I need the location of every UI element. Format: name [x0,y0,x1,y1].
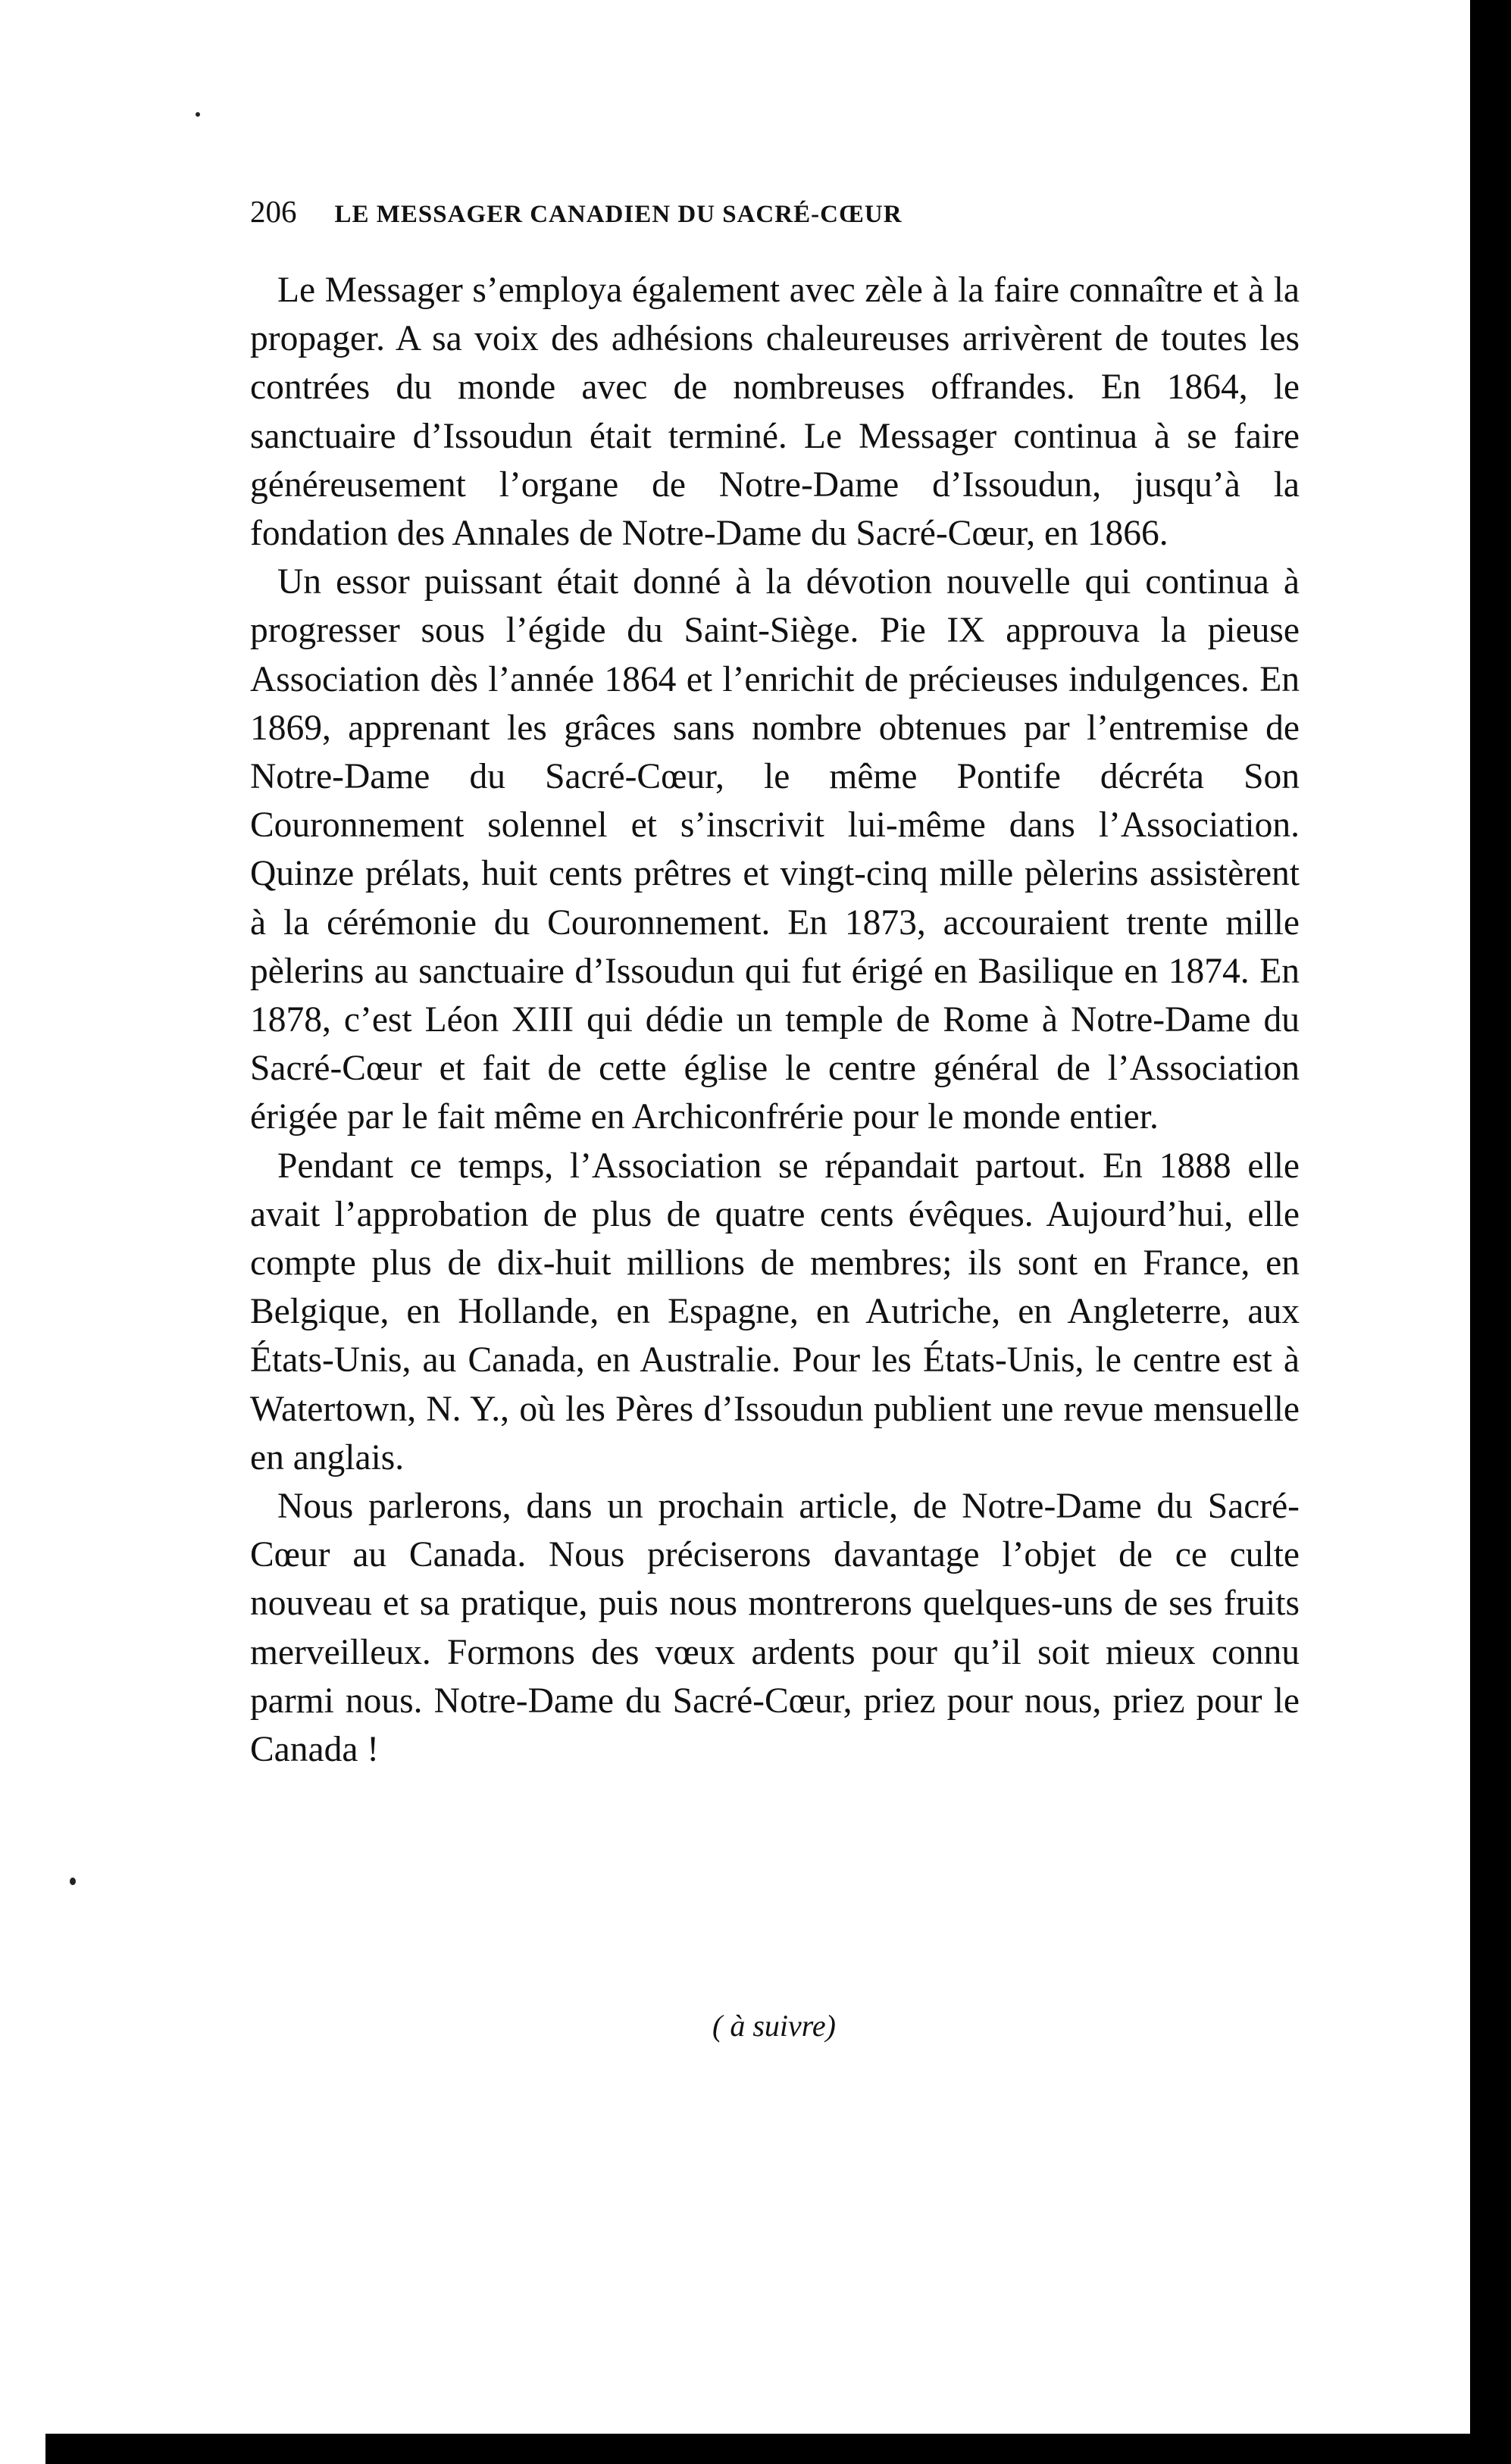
scan-margin-bar [1470,0,1511,2464]
running-head [250,193,1300,239]
article-body [250,266,1300,1774]
paragraph: Un essor puissant était donné à la dévotion nouvelle qui continua à progresser sous l’égide du Saint-Siège. Pie IX approuva la pieuse Association dès l’année 1864 et l’enrichit de précieuses indulgences. En 1869, apprenant les grâces sans nombre obtenues par l’entremise de Notre-Dame du Sacré-Cœur, le même Pontife décréta Son Couronnement solennel et s’inscrivit lui-même dans l’Association. Quinze prélats, huit cents prêtres et vingt-cinq mille pèlerins assistèrent à la cérémonie du Couronnement. En 1873, accouraient trente mille pèlerins au sanctuaire d’Issoudun qui fut érigé en Basilique en 1874. En 1878, c’est Léon XIII qui dédie un temple de Rome à Notre-Dame du Sacré-Cœur et fait de cette église le centre général de l’Association érigée par le fait même en Archiconfrérie pour le monde entier. [250,562,1300,1137]
continuation-text: ( à suivre) [712,2009,836,2043]
paragraph: Pendant ce temps, l’Association se répandait partout. En 1888 elle avait l’approbation de plus de quatre cents évêques. Aujourd’hui, elle compte plus de dix-huit millions de membres; ils sont en France, en Belgique, en Hollande, en Espagne, en Autriche, en Angleterre, aux États-Unis, au Canada, en Australie. Pour les États-Unis, le centre est à Watertown, N. Y., où les Pères d’Issoudun publient une revue mensuelle en anglais. [250,1146,1300,1477]
page-content [250,193,1300,1774]
paragraph: Le Messager s’employa également avec zèle à la faire connaître et à la propager. A sa voix des adhésions chaleureuses arrivèrent de toutes les contrées du monde avec de nombreuses offrandes. En 1864, le sanctuaire d’Issoudun était terminé. Le Messager continua à se faire généreusement l’organe de Notre-Dame d’Issoudun, jusqu’à la fondation des Annales de Notre-Dame du Sacré-Cœur, en 1866. [250,270,1300,554]
page-number: 206 [250,194,297,229]
running-head-title: LE MESSAGER CANADIEN DU SACRÉ-CŒUR [334,201,903,228]
continuation-note [712,2008,836,2043]
scan-bottom-bar [45,2434,1511,2464]
scan-speck [196,112,200,117]
scan-speck [70,1878,76,1885]
paragraph: Nous parlerons, dans un prochain article, de Notre-Dame du Sacré-Cœur au Canada. Nous préciserons davantage l’objet de ce culte nouveau et sa pratique, puis nous montrerons quelques-uns de ses fruits merveilleux. Formons des vœux ardents pour qu’il soit mieux connu parmi nous. Notre-Dame du Sacré-Cœur, priez pour nous, priez pour le Canada ! [250,1487,1300,1770]
